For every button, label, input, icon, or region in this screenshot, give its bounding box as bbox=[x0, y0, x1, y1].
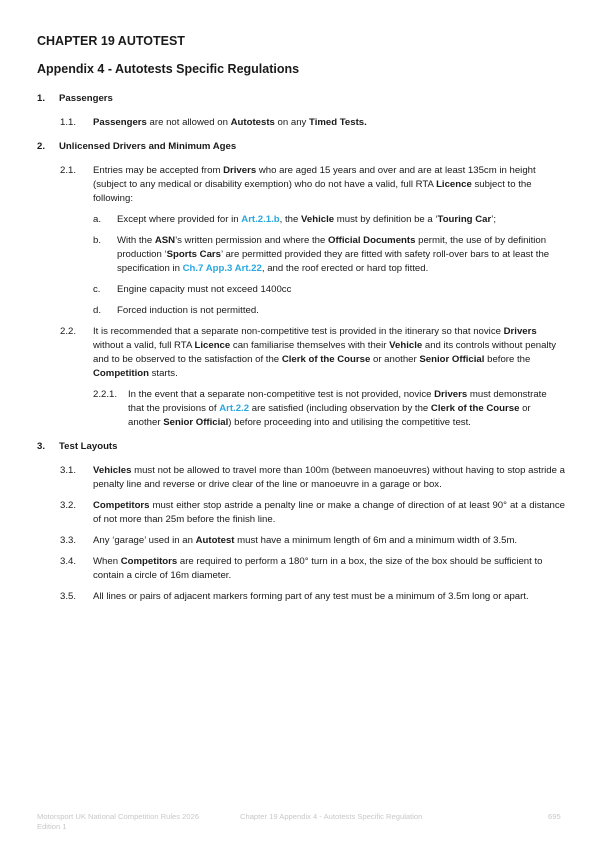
clause-text: Passengers are not allowed on Autotests on any Timed Tests. bbox=[93, 117, 367, 128]
section-title: Passengers bbox=[59, 93, 113, 104]
footer-title: Motorsport UK National Competition Rules 2026 bbox=[37, 812, 200, 821]
section-title: Unlicensed Drivers and Minimum Ages bbox=[59, 141, 237, 152]
article-reference-link[interactable]: Art.2.1.b bbox=[241, 214, 280, 225]
clause-1-1 bbox=[37, 116, 565, 130]
clause-text: Any ‘garage’ used in an Autotest must have a minimum length of 6m and a minimum width of 3.5m. bbox=[93, 535, 518, 546]
clause-3-2 bbox=[37, 499, 565, 527]
section-title: Test Layouts bbox=[59, 441, 118, 452]
clause-3-3 bbox=[37, 534, 565, 548]
clause-text: All lines or pairs of adjacent markers forming part of any test must be a minimum of 3.5m long or apart. bbox=[93, 591, 529, 602]
list-item-d bbox=[37, 304, 565, 318]
list-letter: b. bbox=[93, 235, 102, 246]
list-letter: c. bbox=[93, 284, 101, 295]
clause-text: Entries may be accepted from Drivers who are aged 15 years and over and are at least 135cm in height (subject to any medical or disability exemption) who do not have a valid, full RTA Licence subject to the following: bbox=[93, 165, 536, 204]
list-letter: a. bbox=[93, 214, 102, 225]
clause-number: 2.2. bbox=[60, 326, 77, 337]
footer-edition: Edition 1 bbox=[37, 822, 67, 831]
clause-text: When Competitors are required to perform a 180° turn in a box, the size of the box should be sufficient to contain a circle of 16m diameter. bbox=[93, 556, 543, 581]
footer-publication bbox=[37, 812, 199, 832]
section-heading-test-layouts bbox=[37, 440, 565, 454]
regulations-body bbox=[37, 92, 565, 611]
clause-text: It is recommended that a separate non-competitive test is provided in the itinerary so that novice Drivers without a valid, full RTA Licence can familiarise themselves with their Vehicle and its controls without penalty and to be observed to the satisfaction of the Clerk of the Course or another Senior Official before the Competition starts. bbox=[93, 326, 557, 379]
list-letter: d. bbox=[93, 305, 102, 316]
clause-2-1 bbox=[37, 164, 565, 206]
list-text: Forced induction is not permitted. bbox=[117, 305, 259, 316]
list-item-b bbox=[37, 234, 565, 276]
clause-2-2-1 bbox=[37, 388, 565, 430]
footer-chapter: Chapter 19 Appendix 4 - Autotests Specific Regulation bbox=[240, 812, 423, 821]
section-number: 2. bbox=[37, 141, 46, 152]
list-item-c bbox=[37, 283, 565, 297]
list-text: Except where provided for in Art.2.1.b, the Vehicle must by definition be a ‘Touring Car’; bbox=[117, 214, 496, 225]
chapter-title: CHAPTER 19 AUTOTEST bbox=[37, 34, 185, 48]
clause-number: 3.1. bbox=[60, 465, 77, 476]
clause-3-1 bbox=[37, 464, 565, 492]
section-number: 1. bbox=[37, 93, 46, 104]
clause-3-4 bbox=[37, 555, 565, 583]
clause-number: 3.2. bbox=[60, 500, 77, 511]
article-reference-link[interactable]: Art.2.2 bbox=[219, 403, 250, 414]
page-number: 695 bbox=[548, 812, 561, 821]
article-reference-link[interactable]: Ch.7 App.3 Art.22 bbox=[182, 263, 262, 274]
clause-number: 3.3. bbox=[60, 535, 77, 546]
clause-text: Vehicles must not be allowed to travel more than 100m (between manoeuvres) without having to stop astride a penalty line and reverse or drive clear of the line or manoeuvre in a garage or box. bbox=[93, 465, 565, 490]
list-text: With the ASN’s written permission and where the Official Documents permit, the use of by definition production ‘Sports Cars’ are permitted provided they are fitted with safety roll-over bars to at least the specification in Ch.7 App.3 Art.22, and the roof erected or hard top fitted. bbox=[117, 235, 550, 274]
clause-3-5 bbox=[37, 590, 565, 604]
appendix-title: Appendix 4 - Autotests Specific Regulations bbox=[37, 62, 300, 76]
list-text: Engine capacity must not exceed 1400cc bbox=[117, 284, 292, 295]
clause-number: 2.2.1. bbox=[93, 389, 118, 400]
section-heading-unlicensed-drivers bbox=[37, 140, 565, 154]
section-number: 3. bbox=[37, 441, 46, 452]
clause-text: Competitors must either stop astride a penalty line or make a change of direction of at least 90° at a distance of not more than 25m before the finish line. bbox=[93, 500, 565, 525]
clause-number: 3.4. bbox=[60, 556, 77, 567]
section-heading-passengers bbox=[37, 92, 565, 106]
clause-number: 2.1. bbox=[60, 165, 77, 176]
clause-2-2 bbox=[37, 325, 565, 381]
clause-number: 3.5. bbox=[60, 591, 77, 602]
clause-text: In the event that a separate non-competitive test is not provided, novice Drivers must demonstrate that the provisions of Art.2.2 are satisfied (including observation by the Clerk of the Course or another Senior Official) before proceeding into and utilising the competitive test. bbox=[128, 389, 547, 428]
list-item-a bbox=[37, 213, 565, 227]
clause-number: 1.1. bbox=[60, 117, 77, 128]
